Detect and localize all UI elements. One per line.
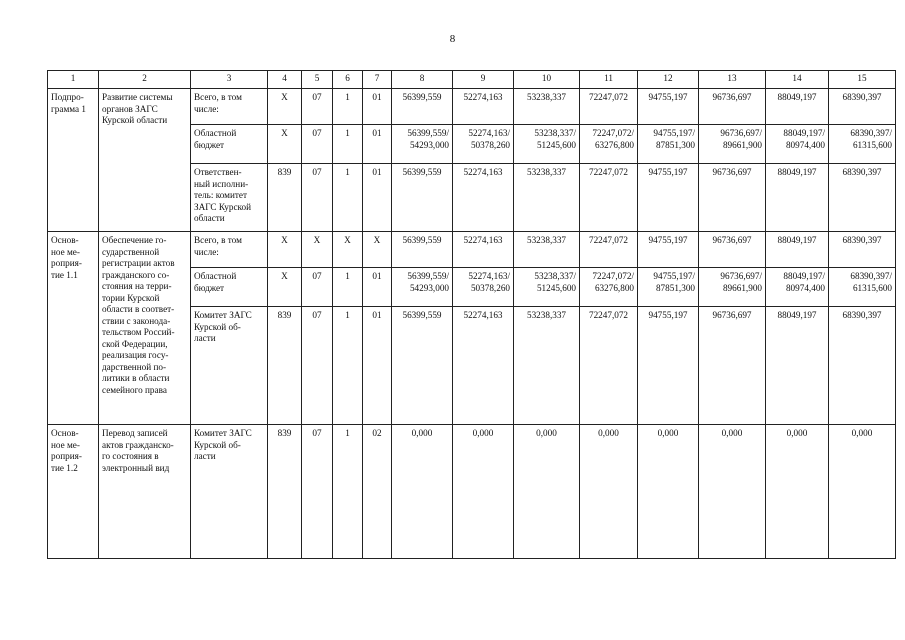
program-cell: Основ- ное ме- роприя- тие 1.2 — [48, 425, 99, 559]
code-cell: Х — [268, 89, 302, 125]
code-cell: 1 — [333, 125, 363, 164]
column-header: 13 — [699, 71, 766, 89]
code-cell: 01 — [363, 89, 392, 125]
value-cell: 94755,197 — [638, 89, 699, 125]
code-cell: 01 — [363, 125, 392, 164]
value-cell: 94755,197/ 87851,300 — [638, 268, 699, 307]
value-cell: 72247,072 — [580, 89, 638, 125]
column-header: 12 — [638, 71, 699, 89]
value-cell: 52274,163 — [453, 232, 514, 268]
code-cell: 01 — [363, 268, 392, 307]
code-cell: Х — [268, 232, 302, 268]
value-cell: 0,000 — [392, 425, 453, 559]
value-cell: 0,000 — [514, 425, 580, 559]
value-cell: 53238,337 — [514, 89, 580, 125]
value-cell: 68390,397/ 61315,600 — [829, 268, 896, 307]
column-header: 6 — [333, 71, 363, 89]
value-cell: 94755,197 — [638, 164, 699, 232]
funding-source-cell: Комитет ЗАГС Курской об- ласти — [191, 307, 268, 425]
value-cell: 0,000 — [453, 425, 514, 559]
program-cell: Подпро- грамма 1 — [48, 89, 99, 232]
program-name-cell: Развитие системы органов ЗАГС Курской области — [99, 89, 191, 232]
value-cell: 88049,197 — [766, 307, 829, 425]
code-cell: 07 — [302, 307, 333, 425]
program-name-cell: Перевод записей актов гражданско- го состояния в электронный вид — [99, 425, 191, 559]
value-cell: 72247,072 — [580, 232, 638, 268]
table-row — [48, 425, 896, 559]
code-cell: 07 — [302, 425, 333, 559]
value-cell: 88049,197 — [766, 164, 829, 232]
code-cell: Х — [363, 232, 392, 268]
value-cell: 0,000 — [766, 425, 829, 559]
code-cell: 07 — [302, 164, 333, 232]
value-cell: 0,000 — [699, 425, 766, 559]
code-cell: 1 — [333, 425, 363, 559]
value-cell: 72247,072 — [580, 164, 638, 232]
value-cell: 68390,397 — [829, 307, 896, 425]
value-cell: 53238,337 — [514, 164, 580, 232]
column-header: 11 — [580, 71, 638, 89]
code-cell: Х — [333, 232, 363, 268]
column-header: 14 — [766, 71, 829, 89]
code-cell: 07 — [302, 89, 333, 125]
column-header: 1 — [48, 71, 99, 89]
value-cell: 0,000 — [829, 425, 896, 559]
value-cell: 88049,197 — [766, 232, 829, 268]
code-cell: 07 — [302, 125, 333, 164]
value-cell: 53238,337/ 51245,600 — [514, 268, 580, 307]
value-cell: 96736,697 — [699, 232, 766, 268]
funding-source-cell: Всего, в том числе: — [191, 232, 268, 268]
value-cell: 68390,397/ 61315,600 — [829, 125, 896, 164]
code-cell: 07 — [302, 268, 333, 307]
value-cell: 52274,163/ 50378,260 — [453, 125, 514, 164]
value-cell: 53238,337/ 51245,600 — [514, 125, 580, 164]
column-header: 8 — [392, 71, 453, 89]
value-cell: 0,000 — [580, 425, 638, 559]
value-cell: 96736,697 — [699, 164, 766, 232]
value-cell: 72247,072/ 63276,800 — [580, 125, 638, 164]
funding-source-cell: Комитет ЗАГС Курской об- ласти — [191, 425, 268, 559]
page-number: 8 — [449, 33, 456, 45]
budget-table — [47, 70, 896, 559]
program-name-cell: Обеспечение го- сударственной регистрации актов гражданского со- стояния на терри- тории Курской области в соответ- ствии с законода- тельством Россий- ской Федерации, реализация госу- дарственной по- литики в области семейного права — [99, 232, 191, 425]
column-header: 9 — [453, 71, 514, 89]
value-cell: 96736,697 — [699, 89, 766, 125]
value-cell: 96736,697 — [699, 307, 766, 425]
value-cell: 72247,072 — [580, 307, 638, 425]
header-row — [48, 71, 896, 89]
value-cell: 72247,072/ 63276,800 — [580, 268, 638, 307]
code-cell: 839 — [268, 425, 302, 559]
value-cell: 56399,559/ 54293,000 — [392, 268, 453, 307]
value-cell: 96736,697/ 89661,900 — [699, 125, 766, 164]
value-cell: 56399,559 — [392, 164, 453, 232]
column-header: 15 — [829, 71, 896, 89]
funding-source-cell: Ответствен- ный исполни- тель: комитет ЗАГС Курской области — [191, 164, 268, 232]
column-header: 7 — [363, 71, 392, 89]
value-cell: 68390,397 — [829, 89, 896, 125]
funding-source-cell: Областной бюджет — [191, 268, 268, 307]
code-cell: 01 — [363, 307, 392, 425]
value-cell: 0,000 — [638, 425, 699, 559]
code-cell: Х — [268, 268, 302, 307]
value-cell: 88049,197/ 80974,400 — [766, 125, 829, 164]
funding-source-cell: Всего, в том числе: — [191, 89, 268, 125]
code-cell: 839 — [268, 164, 302, 232]
value-cell: 52274,163/ 50378,260 — [453, 268, 514, 307]
code-cell: 02 — [363, 425, 392, 559]
value-cell: 94755,197 — [638, 307, 699, 425]
value-cell: 68390,397 — [829, 164, 896, 232]
value-cell: 53238,337 — [514, 232, 580, 268]
value-cell: 96736,697/ 89661,900 — [699, 268, 766, 307]
code-cell: 1 — [333, 307, 363, 425]
table-row — [48, 232, 896, 268]
column-header: 5 — [302, 71, 333, 89]
value-cell: 56399,559/ 54293,000 — [392, 125, 453, 164]
value-cell: 52274,163 — [453, 307, 514, 425]
value-cell: 52274,163 — [453, 89, 514, 125]
value-cell: 56399,559 — [392, 232, 453, 268]
code-cell: Х — [302, 232, 333, 268]
column-header: 3 — [191, 71, 268, 89]
value-cell: 56399,559 — [392, 89, 453, 125]
value-cell: 56399,559 — [392, 307, 453, 425]
code-cell: Х — [268, 125, 302, 164]
funding-source-cell: Областной бюджет — [191, 125, 268, 164]
value-cell: 88049,197 — [766, 89, 829, 125]
value-cell: 88049,197/ 80974,400 — [766, 268, 829, 307]
code-cell: 01 — [363, 164, 392, 232]
value-cell: 94755,197 — [638, 232, 699, 268]
code-cell: 839 — [268, 307, 302, 425]
code-cell: 1 — [333, 164, 363, 232]
program-cell: Основ- ное ме- роприя- тие 1.1 — [48, 232, 99, 425]
value-cell: 68390,397 — [829, 232, 896, 268]
column-header: 4 — [268, 71, 302, 89]
value-cell: 94755,197/ 87851,300 — [638, 125, 699, 164]
value-cell: 53238,337 — [514, 307, 580, 425]
code-cell: 1 — [333, 268, 363, 307]
code-cell: 1 — [333, 89, 363, 125]
table-row — [48, 89, 896, 125]
column-header: 10 — [514, 71, 580, 89]
value-cell: 52274,163 — [453, 164, 514, 232]
column-header: 2 — [99, 71, 191, 89]
